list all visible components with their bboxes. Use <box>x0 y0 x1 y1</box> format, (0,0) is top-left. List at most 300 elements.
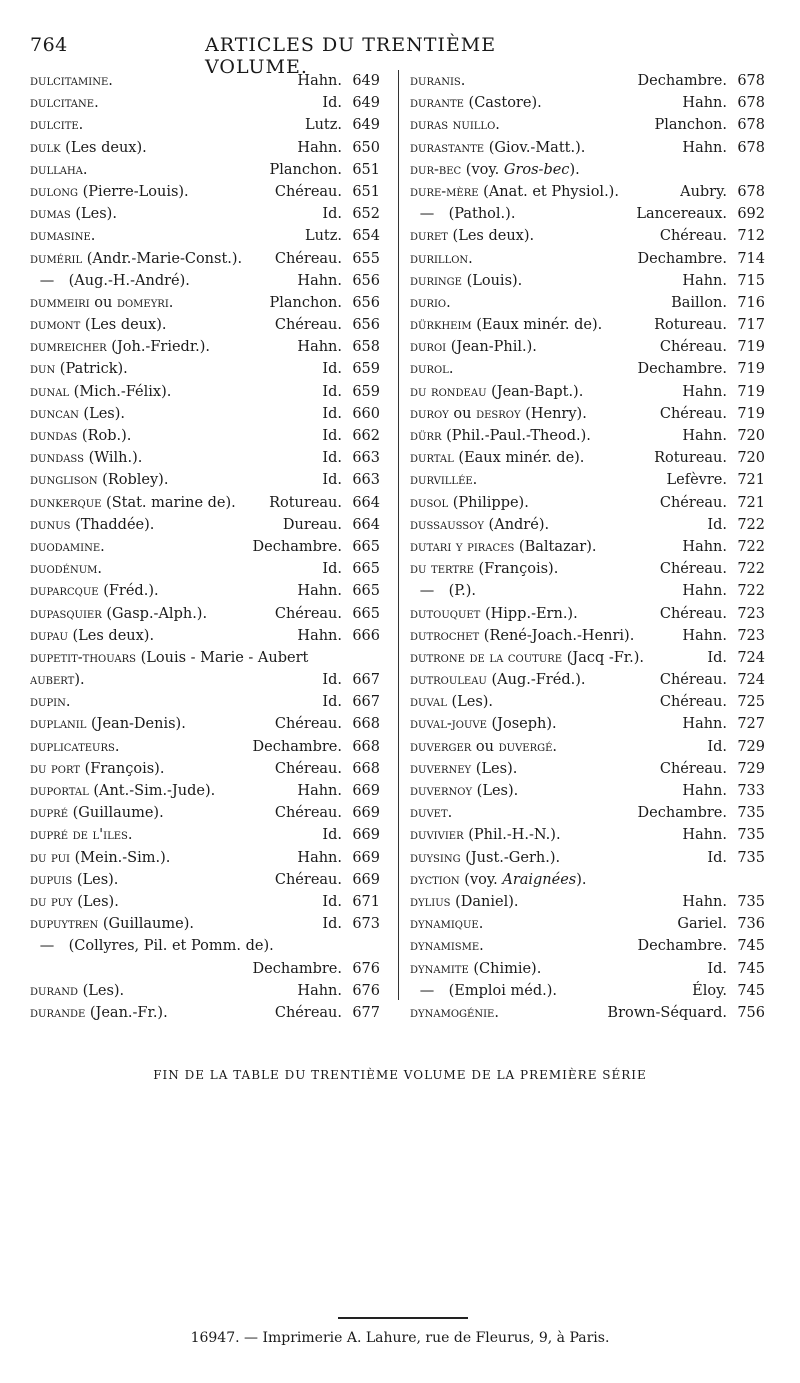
entry-term <box>30 358 316 380</box>
entry-author: Hahn. <box>682 716 727 733</box>
entry-headword: du rondeau <box>410 383 487 400</box>
entry-term <box>410 736 701 758</box>
entry-term <box>410 514 701 536</box>
index-entry <box>410 248 765 270</box>
index-entry <box>30 381 380 403</box>
index-entry <box>410 980 765 1002</box>
entry-headword: duplicateurs <box>30 738 115 755</box>
index-entry <box>30 780 380 802</box>
entry-detail: . <box>479 938 484 955</box>
entry-detail-end: (Henry). <box>520 405 587 422</box>
entry-headword: dulong <box>30 183 79 200</box>
entry-headword: dumasine <box>30 228 91 245</box>
entry-term <box>30 114 299 136</box>
index-entry <box>30 736 380 758</box>
entry-author: Chéreau. <box>274 605 342 622</box>
entry-headword: dur-bec <box>410 161 462 178</box>
entry-author: Hahn. <box>682 893 727 910</box>
entry-detail: (Gasp.-Alph.). <box>101 605 208 622</box>
entry-page: 756 <box>737 1004 765 1021</box>
entry-page: 665 <box>352 583 380 600</box>
entry-detail: . <box>446 294 451 311</box>
entry-author: Chéreau. <box>659 228 727 245</box>
entry-page: 673 <box>352 916 380 933</box>
entry-author: Planchon. <box>269 161 342 178</box>
entry-headword: dulcitane <box>30 95 95 112</box>
index-entry <box>30 225 380 247</box>
entry-detail: (Castore). <box>463 95 542 112</box>
entry-term <box>410 913 671 935</box>
entry-term <box>30 314 269 336</box>
entry-detail: (Andr.-Marie-Const.). <box>82 250 243 267</box>
entry-page: 654 <box>352 228 380 245</box>
entry-page: 724 <box>737 649 765 666</box>
entry-headword: dürkheim <box>410 317 472 334</box>
entry-page: 712 <box>737 228 765 245</box>
entry-page: 719 <box>737 383 765 400</box>
index-entry <box>410 336 765 358</box>
entry-term <box>30 824 316 846</box>
entry-author: Baillon. <box>671 294 727 311</box>
index-entry <box>30 181 380 203</box>
index-entry <box>30 958 380 980</box>
entry-term <box>410 958 701 980</box>
entry-headword: dunkerque <box>30 494 102 511</box>
entry-term <box>410 935 632 957</box>
entry-page: 660 <box>352 405 380 422</box>
entry-detail: (Joseph). <box>486 716 557 733</box>
entry-author: Lefèvre. <box>666 472 727 489</box>
entry-term <box>410 358 632 380</box>
entry-author: Hahn. <box>297 139 342 156</box>
entry-page: 650 <box>352 139 380 156</box>
entry-author: Dechambre. <box>637 250 727 267</box>
index-entry <box>30 913 380 935</box>
entry-detail: (Thaddée). <box>70 516 155 533</box>
index-entry <box>30 292 380 314</box>
repeat-dash: — <box>419 206 435 223</box>
entry-author: Id. <box>322 361 342 378</box>
entry-term <box>410 469 661 491</box>
page-title: ARTICLES DU TRENTIÈME VOLUME. <box>205 34 497 78</box>
entry-detail: (Stat. marine de). <box>101 494 236 511</box>
entry-detail: (Robley). <box>97 472 169 489</box>
entry-detail: . <box>90 228 96 245</box>
entry-author: Hahn. <box>297 272 342 289</box>
entry-headword-alt: desroy <box>476 405 521 422</box>
index-entry <box>410 558 765 580</box>
entry-detail: (Mich.-Félix). <box>69 383 172 400</box>
index-entry <box>30 603 380 625</box>
entry-author: Id. <box>707 849 727 866</box>
entry-detail: (Chimie). <box>468 960 542 977</box>
entry-author: Dechambre. <box>252 960 342 977</box>
entry-detail: . <box>468 250 473 267</box>
entry-detail-end: ). <box>569 161 580 178</box>
entry-author: Id. <box>322 206 342 223</box>
entry-detail: (Les deux). <box>60 139 147 156</box>
entry-term <box>410 625 676 647</box>
index-entry <box>30 92 380 114</box>
entry-term <box>30 802 269 824</box>
entry-detail: (Aug.-Fréd.). <box>486 672 586 689</box>
entry-term <box>30 514 277 536</box>
entry-term <box>410 891 676 913</box>
entry-detail: (Les). <box>446 694 494 711</box>
right-column <box>410 70 765 1024</box>
index-entry <box>30 358 380 380</box>
entry-term <box>30 248 269 270</box>
entry-headword: dutari y piraces <box>410 538 515 555</box>
entry-author: Hahn. <box>682 627 727 644</box>
entry-detail: (Les). <box>78 405 126 422</box>
entry-headword: durastante <box>410 139 485 156</box>
entry-term <box>30 1002 269 1024</box>
entry-detail: . <box>447 805 453 822</box>
index-entry <box>30 70 380 92</box>
entry-author: Brown-Séquard. <box>607 1004 727 1021</box>
entry-author: Id. <box>707 516 727 533</box>
entry-page: 723 <box>737 627 765 644</box>
entry-term <box>410 425 676 447</box>
entry-author: Hahn. <box>297 849 342 866</box>
index-entry <box>30 492 380 514</box>
entry-term <box>30 92 316 114</box>
index-entry <box>30 114 380 136</box>
entry-detail: . <box>97 561 102 578</box>
index-entry <box>30 203 380 225</box>
entry-page: 729 <box>737 738 765 755</box>
entry-term <box>30 669 316 691</box>
entry-detail: . <box>494 1004 499 1021</box>
entry-headword: duroy <box>410 405 449 422</box>
entry-headword-alt: duvergé <box>498 738 553 755</box>
entry-author: Chéreau. <box>274 871 342 888</box>
entry-crossref: Araignées <box>502 871 577 888</box>
entry-page: 656 <box>352 272 380 289</box>
index-entry <box>30 425 380 447</box>
entry-headword: durante <box>410 95 464 112</box>
entry-detail: (Philippe). <box>448 494 529 511</box>
entry-headword: duodénum <box>30 561 98 578</box>
entry-headword: dun <box>30 361 56 378</box>
entry-detail: . <box>495 117 500 134</box>
entry-term <box>30 625 291 647</box>
index-entry <box>410 114 765 136</box>
repeat-dash: — <box>39 938 55 955</box>
entry-term <box>410 403 654 425</box>
entry-headword: dusol <box>410 494 449 511</box>
entry-term <box>410 758 654 780</box>
entry-term <box>410 1002 601 1024</box>
entry-term <box>30 603 269 625</box>
index-entry <box>410 358 765 380</box>
entry-term <box>410 203 630 225</box>
entry-page: 714 <box>737 250 765 267</box>
entry-author: Chéreau. <box>274 183 342 200</box>
entry-detail: (Wilh.). <box>83 450 143 467</box>
entry-page: 716 <box>737 294 765 311</box>
index-entry <box>410 137 765 159</box>
index-entry <box>410 847 765 869</box>
entry-page: 735 <box>737 805 765 822</box>
entry-page: 649 <box>352 117 380 134</box>
entry-headword: dulcitamine <box>30 73 109 89</box>
entry-headword: dulk <box>30 139 61 156</box>
index-entry <box>30 248 380 270</box>
entry-page: 656 <box>352 294 380 311</box>
index-entry <box>30 159 380 181</box>
entry-page: 692 <box>737 206 765 223</box>
index-entry <box>30 314 380 336</box>
index-entry <box>30 447 380 469</box>
index-entry <box>30 270 380 292</box>
entry-page: 745 <box>737 938 765 955</box>
entry-page: 669 <box>352 827 380 844</box>
entry-page: 669 <box>352 805 380 822</box>
entry-detail: . <box>78 117 84 134</box>
entry-detail: (Daniel). <box>450 893 519 910</box>
entry-page: 649 <box>352 95 380 112</box>
entry-detail: (François). <box>80 760 165 777</box>
entry-headword: durvillée <box>410 472 473 489</box>
entry-headword: du port <box>30 760 81 777</box>
imprint-line: 16947. — Imprimerie A. Lahure, rue de Fleurus, 9, à Paris. <box>190 1330 610 1346</box>
entry-author: Chéreau. <box>274 1004 342 1021</box>
entry-detail: (Eaux minér. de). <box>453 450 585 467</box>
entry-author: Id. <box>322 916 342 933</box>
entry-detail: (voy. <box>459 871 503 888</box>
entry-detail: (voy. <box>461 161 504 178</box>
entry-page: 678 <box>737 73 765 89</box>
entry-detail: (Pathol.). <box>444 206 516 223</box>
entry-detail: (Giov.-Matt.). <box>484 139 586 156</box>
index-entry <box>30 336 380 358</box>
entry-detail: (Les). <box>70 206 117 223</box>
entry-term <box>410 847 701 869</box>
entry-headword: dullaha <box>30 161 83 178</box>
entry-page: 667 <box>352 672 380 689</box>
entry-author: Hahn. <box>297 783 342 799</box>
entry-detail: (Mein.-Sim.). <box>70 849 171 866</box>
entry-headword: duval-jouve <box>410 716 487 733</box>
entry-detail: (Jacq -Fr.). <box>562 649 645 666</box>
entry-headword: dupin <box>30 694 66 711</box>
index-entry <box>30 514 380 536</box>
page-number: 764 <box>30 34 68 56</box>
entry-detail-end: ). <box>576 871 587 888</box>
entry-author: Planchon. <box>654 117 727 134</box>
index-entry <box>30 980 380 1002</box>
entry-author: Lancereaux. <box>636 206 727 223</box>
entry-author: Chéreau. <box>274 716 342 733</box>
entry-detail: (Aug.-H.-André). <box>64 272 190 289</box>
entry-headword: dunglison <box>30 472 98 489</box>
entry-page: 719 <box>737 405 765 422</box>
entry-detail: (Hipp.-Ern.). <box>480 605 578 622</box>
entry-detail: (Fréd.). <box>98 583 159 600</box>
entry-page: 722 <box>737 516 765 533</box>
entry-headword: dupetit-thouars <box>30 649 136 666</box>
entry-detail: (Joh.-Friedr.). <box>106 339 211 356</box>
index-entry <box>410 159 765 181</box>
entry-crossref: Gros-bec <box>503 161 570 178</box>
entry-author: Chéreau. <box>274 760 342 777</box>
entry-term <box>410 181 674 203</box>
entry-author: Chéreau. <box>274 805 342 822</box>
entry-author: Chéreau. <box>274 250 342 267</box>
entry-author: Id. <box>322 694 342 711</box>
entry-headword: dutrouleau <box>410 672 487 689</box>
entry-term <box>30 336 291 358</box>
entry-page: 669 <box>352 849 380 866</box>
entry-term <box>30 292 263 314</box>
entry-page: 745 <box>737 982 765 999</box>
entry-headword: dumreicher <box>30 339 107 356</box>
column-divider <box>398 70 399 1000</box>
entry-page: 735 <box>737 827 765 844</box>
entry-page: 735 <box>737 893 765 910</box>
entry-author: Planchon. <box>269 294 342 311</box>
index-entry <box>30 137 380 159</box>
index-entry <box>410 824 765 846</box>
entry-detail: (Les deux). <box>80 317 167 334</box>
index-entry <box>30 669 380 691</box>
entry-author: Lutz. <box>304 117 342 134</box>
entry-headword: dutouquet <box>410 605 481 622</box>
entry-author: Dechambre. <box>637 805 727 822</box>
entry-headword: du tertre <box>410 561 474 578</box>
entry-page: 678 <box>737 183 765 200</box>
index-entry <box>410 647 765 669</box>
entry-detail: (René-Joach.-Henri). <box>479 627 635 644</box>
entry-detail-end: . <box>168 294 174 311</box>
entry-term <box>410 270 676 292</box>
entry-author: Hahn. <box>297 583 342 600</box>
entry-detail: (Eaux minér. de). <box>471 317 603 334</box>
entry-term <box>30 980 291 1002</box>
entry-author: Id. <box>322 472 342 489</box>
entry-author: Chéreau. <box>659 605 727 622</box>
entry-author: Hahn. <box>682 139 727 156</box>
entry-term <box>30 381 316 403</box>
entry-term <box>30 469 316 491</box>
closing-note: FIN DE LA TABLE DU TRENTIÈME VOLUME DE LA PREMIÈRE SÉRIE <box>153 1068 647 1082</box>
entry-author: Id. <box>322 95 342 112</box>
entry-page: 736 <box>737 916 765 933</box>
entry-page: 666 <box>352 627 380 644</box>
entry-author: Dureau. <box>282 516 342 533</box>
entry-page: 665 <box>352 538 380 555</box>
entry-headword: duvivier <box>410 827 464 844</box>
entry-term <box>410 669 654 691</box>
entry-page: 659 <box>352 383 380 400</box>
entry-term <box>410 869 721 891</box>
entry-headword: dundas <box>30 428 78 444</box>
entry-detail: ou <box>471 738 499 755</box>
entry-headword: dynamique <box>410 916 479 933</box>
entry-headword: dumas <box>30 206 71 223</box>
entry-detail: . <box>448 361 454 378</box>
entry-term <box>410 980 686 1002</box>
entry-page: 720 <box>737 428 765 444</box>
entry-author: Lutz. <box>304 228 342 245</box>
entry-detail: (Jean-Denis). <box>86 716 186 733</box>
index-entry <box>410 891 765 913</box>
entry-term <box>410 225 654 247</box>
index-entry <box>410 225 765 247</box>
index-entry <box>410 913 765 935</box>
entry-author: Hahn. <box>297 982 342 999</box>
entry-headword: dunus <box>30 516 71 533</box>
entry-author: Hahn. <box>682 95 727 112</box>
entry-detail: (Guillaume). <box>68 805 164 822</box>
index-entry <box>410 669 765 691</box>
entry-term <box>410 159 721 181</box>
entry-headword: dummeiri <box>30 294 90 311</box>
index-entry <box>410 958 765 980</box>
entry-term <box>30 935 336 957</box>
entry-page: 668 <box>352 738 380 755</box>
entry-author: Hahn. <box>682 783 727 799</box>
entry-detail: . <box>94 95 99 112</box>
entry-term <box>30 758 269 780</box>
entry-author: Dechambre. <box>637 73 727 89</box>
entry-detail: (Jean.-Fr.). <box>85 1004 168 1021</box>
entry-author: Id. <box>322 672 342 689</box>
entry-term <box>410 603 654 625</box>
entry-headword: duringe <box>410 272 462 289</box>
entry-page: 655 <box>352 250 380 267</box>
entry-page: 722 <box>737 583 765 600</box>
entry-page: 721 <box>737 472 765 489</box>
entry-author: Éloy. <box>692 982 727 999</box>
entry-term <box>410 137 676 159</box>
entry-detail: (Phil.-H.-N.). <box>463 827 561 844</box>
entry-author: Id. <box>322 893 342 910</box>
entry-author: Id. <box>322 405 342 422</box>
entry-page: 663 <box>352 472 380 489</box>
entry-headword: dupuytren <box>30 916 99 933</box>
entry-detail: ou <box>89 294 117 311</box>
entry-headword: dunal <box>30 383 70 400</box>
entry-author: Id. <box>322 827 342 844</box>
index-entry <box>30 758 380 780</box>
index-entry <box>410 447 765 469</box>
entry-term <box>30 891 316 913</box>
entry-detail: (Louis - Marie - Aubert <box>135 649 309 666</box>
entry-page: 667 <box>352 694 380 711</box>
entry-headword: duret <box>410 228 448 245</box>
entry-term <box>30 70 291 92</box>
entry-headword: duval <box>410 694 447 711</box>
index-entry <box>30 802 380 824</box>
entry-term <box>30 580 291 602</box>
entry-term <box>30 869 269 891</box>
entry-author: Hahn. <box>682 538 727 555</box>
entry-term <box>30 159 263 181</box>
entry-page: 665 <box>352 561 380 578</box>
entry-headword: durand <box>30 982 78 999</box>
entry-term <box>410 92 676 114</box>
entry-headword: dupré de l'iles <box>30 827 128 844</box>
entry-detail: (Ant.-Sim.-Jude). <box>88 783 216 799</box>
entry-headword: duras nuillo <box>410 117 496 134</box>
index-entry <box>410 780 765 802</box>
entry-page: 733 <box>737 783 765 799</box>
entry-detail: . <box>82 161 88 178</box>
index-entry <box>410 713 765 735</box>
